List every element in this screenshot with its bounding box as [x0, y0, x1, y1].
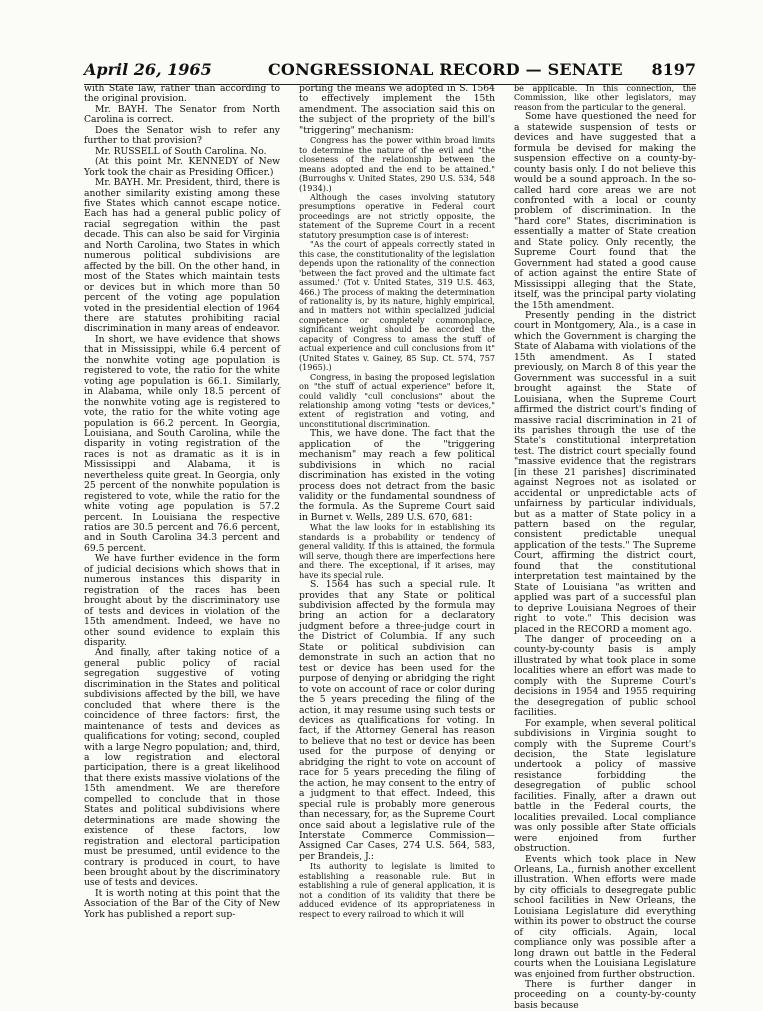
paragraph: porting the means we adopted in S. 1564 to effectively implement the 15th amendment. The association said this on the subject of the propriety of the bill's "triggering" mechanism:	[299, 83, 495, 136]
paragraph: with State law, rather than according to the original provision.	[84, 83, 280, 105]
paragraph: This, we have done. The fact that the application of the "triggering mechanism" may reach a few political subdivisions in which no racial discrimination has existed in the voting process does not detract from the basic validity or the fundamental soundness of the formula. As the Supreme Court said in Burnet v. Wells, 289 U.S. 670, 681:	[299, 428, 495, 523]
paragraph: What the law looks for in establishing its standards is a probability or tendency of general validity. If this is attained, the formula will serve, though there are imperfections here and there. The exceptional, if it arises, may have its special rule.	[299, 522, 495, 580]
paragraph: Presently pending in the district court in Montgomery, Ala., is a case in which the Government is charging the State of Alabama with violations of the 15th amendment. As I stated previously, on March 8 of this year the Government was successful in a suit brought against the State of Louisiana, when the Supreme Court affirmed the district court's finding of massive racial discrimination in 21 of its parishes through the use of the State's constitutional interpretation test. The district court specially found "massive evidence that the registrars [in these 21 parishes] discriminated against Negroes not as isolated or accidental or unpredictable acts of unfairness by particular individuals, but as a matter of State policy in a pattern based on the regular, consistent predictable unequal application of the tests." The Supreme Court, affirming the district court, found that the constitutional interpretation test maintained by the State of Louisiana "as written and applied was part of a successful plan to deprive Louisiana Negroes of their right to vote." This decision was placed in the RECORD a moment ago.	[514, 309, 696, 635]
page-header	[84, 58, 696, 85]
paragraph: In short, we have evidence that shows that in Mississippi, while 6.4 percent of the nonwhite voting age population is registered to vote, the ratio for the white voting age population is 66.1. Similarly, in Alabama, while only 18.5 percent of the nonwhite voting age is registered to vote, the ratio for the white voting age population is 66.2 percent. In Georgia, Louisiana, and South Carolina, while the disparity in voting registration of the races is not as dramatic as it is in Mississippi and Alabama, it is nevertheless quite great. In Georgia, only 25 percent of the nonwhite population is registered to vote, while the ratio for the white voting age population is 57.2 percent. In Louisiana the respective ratios are 30.5 percent and 76.6 percent, and in South Carolina 34.3 percent and 69.5 percent.	[84, 333, 280, 554]
paragraph: The danger of proceeding on a county-by-county basis is amply illustrated by what took place in some localities where an effort was made to comply with the Supreme Court's decisions in 1954 and 1955 requiring the desegregation of public school facilities.	[514, 634, 696, 719]
paragraph: We have further evidence in the form of judicial decisions which shows that in numerous instances this disparity in registration of the races has been brought about by the discriminatory use of tests and devices in violation of the 15th amendment. Indeed, we have no other sound evidence to explain this disparity.	[84, 553, 280, 649]
paragraph: Some have questioned the need for a statewide suspension of tests or devices and have suggested that a formula be devised for making the suspension effective on a county-by-county basis only. I do not believe this would be a sound approach. In the so-called hard core areas we are not confronted with a local or county problem of discrimination. In the "hard core" States, discrimination is essentially a matter of State creation and State policy. Only recently, the Supreme Court found that the Government had stated a good cause of action against the entire State of Mississippi alleging that the State, itself, was the principal party violating the 15th amendment.	[514, 111, 696, 311]
paragraph: Events which took place in New Orleans, La., furnish another excellent illustration. When efforts were made by city officials to desegregate public school facilities in New Orleans, the Louisiana Legislature did everything within its power to obstruct the course of city officials. Again, local compliance only was possible after a long drawn out battle in the Federal courts when the Louisiana Legislature was enjoined from further obstruction.	[514, 853, 696, 980]
paragraph: Mr. BAYH. The Senator from North Carolina is correct.	[84, 103, 280, 126]
paragraph: be applicable. In this connection, the Commission, like other legislators, may reason from the particular to the general.	[514, 83, 696, 112]
paragraph: Congress has the power within broad limits to determine the nature of the evil and "the closeness of the relationship between the means adopted and the end to be attained." (Burroughs v. United States, 290 U.S. 534, 548 (1934).)	[299, 135, 495, 193]
paragraph: It is worth noting at this point that the Association of the Bar of the City of New York has published a report sup-	[84, 887, 280, 920]
header-title: CONGRESSIONAL RECORD — SENATE	[268, 60, 623, 79]
paragraph: (At this point Mr. KENNEDY of New York took the chair as Presiding Officer.)	[84, 156, 280, 178]
paragraph: S. 1564 has such a special rule. It provides that any State or political subdivision affected by the formula may bring an action for a declaratory judgment before a three-judge court in the District of Columbia. If any such State or political subdivision can demonstrate in such an action that no test or device has been used for the purpose of denying or abridging the right to vote on account of race or color during the 5 years preceding the filing of the action, it may resume using such tests or devices as qualifications for voting. In fact, if the Attorney General has reason to believe that no test or device has been used for the purpose of denying or abridging the right to vote on account of race for 5 years preceding the filing of the action, he may consent to the entry of a judgment to that effect. Indeed, this special rule is probably more generous than necessary, for, as the Supreme Court once said about a legislative rule of the Interstate Commerce Commission—Assigned Car Cases, 274 U.S. 564, 583, per Brandeis, J.:	[299, 579, 495, 862]
paragraph: Its authority to legislate is limited to establishing a reasonable rule. But in establishing a rule of general application, it is not a condition of its validity that there be adduced evidence of its appropriateness in respect to every railroad to which it will	[299, 861, 495, 919]
paragraph: And finally, after taking notice of a general public policy of racial segregation suggestive of voting discrimination in the States and political subdivisions affected by the bill, we have concluded that where there is the coincidence of three factors: first, the maintenance of tests and devices as qualifications for voting; second, coupled with a large Negro population; and, third, a low registration and electoral participation, there is a great likelihood that there exists massive violations of the 15th amendment. We are therefore compelled to conclude that in those States and political subdivisions where determinations are made showing the existence of these factors, low registration and electoral participation must be presumed, until evidence to the contrary is produced in court, to have been brought about by the discriminatory use of tests and devices.	[84, 647, 280, 889]
header-date: April 26, 1965	[84, 60, 212, 79]
text-column-1	[84, 84, 280, 984]
header-page-number: 8197	[651, 60, 696, 79]
paragraph: Mr. RUSSELL of South Carolina. No.	[95, 145, 267, 157]
paragraph: "As the court of appeals correctly stated in this case, the constitutionality of the legislation depends upon the rationality of the connection 'between the fact proved and the ultimate fact assumed.' (Tot v. United States, 319 U.S. 463, 466.) The process of making the determination of rationality is, by its nature, highly empirical, and in matters not within specialized judicial competence or completely commonplace, significant weight should be accorded the capacity of Congress to amass the stuff of actual experience and cull conclusions from it" (United States v. Gainey, 85 Sup. Ct. 574, 757 (1965).)	[299, 239, 495, 373]
text-column-2	[299, 84, 495, 984]
paragraph: Although the cases involving statutory presumptions operative in Federal court proceedings are not strictly opposite, the statement of the Supreme Court in a recent statutory presumption case is of interest:	[299, 191, 495, 240]
paragraph: For example, when several political subdivisions in Virginia sought to comply with the Supreme Court's decision, the State legislature undertook a policy of massive resistance forbidding the desegregation of public school facilities. Finally, after a drawn out battle in the Federal courts, the localities prevailed. Local compliance was only possible after State officials were enjoined from further obstruction.	[514, 717, 696, 855]
paragraph: Does the Senator wish to refer any further to that provision?	[84, 124, 280, 147]
paragraph: There is further danger in proceeding on a county-by-county basis because	[514, 978, 696, 1011]
paragraph: Mr. BAYH. Mr. President, third, there is another similarity existing among these five States which cannot escape notice. Each has had a general public policy of racial segregation within the past decade. This can also be said for Virginia and North Carolina, two States in which numerous political subdivisions are affected by the bill. On the other hand, in most of the States which maintain tests or devices but in which more than 50 percent of the voting age population voted in the presidential election of 1964 there are statutes prohibiting racial discrimination in many areas of endeavor.	[84, 177, 280, 335]
text-column-3	[514, 83, 696, 1011]
paragraph: Congress, in basing the proposed legislation on "the stuff of actual experience" before it, could validly "cull conclusions" about the relationship among voting "tests or devices," extent of registration and voting, and unconstitutional discrimination.	[299, 371, 495, 429]
